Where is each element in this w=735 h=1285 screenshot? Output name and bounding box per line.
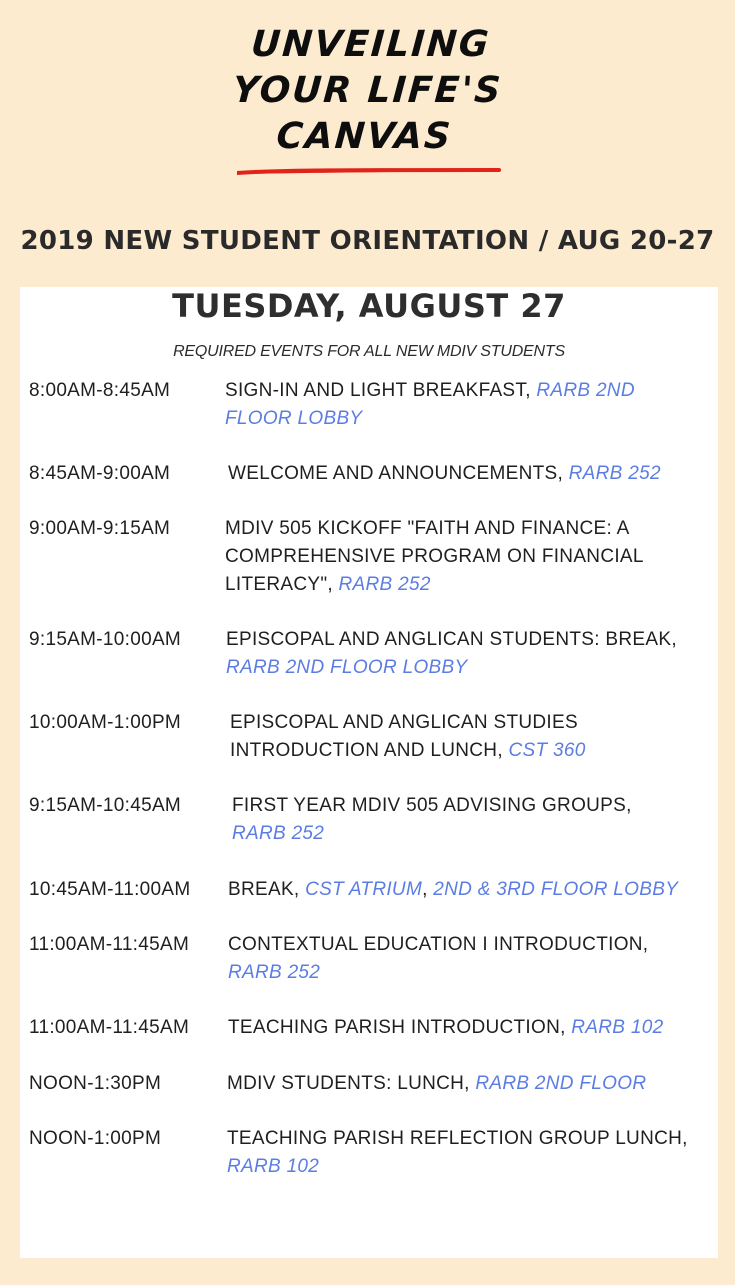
event-title: EPISCOPAL AND ANGLICAN STUDENTS: BREAK, (226, 629, 677, 650)
event-time: 10:45AM-11:00AM (29, 879, 191, 900)
event-title: TEACHING PARISH REFLECTION GROUP LUNCH, (227, 1128, 688, 1149)
event-title: FIRST YEAR MDIV 505 ADVISING GROUPS, (232, 795, 632, 816)
event-time: 8:45AM-9:00AM (29, 463, 171, 484)
event-time: NOON-1:30PM (29, 1073, 162, 1094)
event-title: CONTEXTUAL EDUCATION I INTRODUCTION, (228, 934, 649, 955)
event-description (230, 709, 630, 765)
event-title: TEACHING PARISH INTRODUCTION, (228, 1017, 572, 1038)
event-time: NOON-1:00PM (29, 1128, 162, 1149)
event-title: SIGN-IN AND LIGHT BREAKFAST, (225, 380, 537, 401)
event-description (228, 876, 708, 904)
event-time: 8:00AM-8:45AM (29, 380, 171, 401)
title-block (0, 0, 735, 210)
schedule-panel (20, 287, 718, 1258)
event-description (226, 626, 696, 682)
event-location: RARB 2ND FLOOR LOBBY (225, 380, 635, 429)
day-heading: TUESDAY, AUGUST 27 (172, 287, 566, 325)
event-title: WELCOME AND ANNOUNCEMENTS, (228, 463, 569, 484)
event-time: 11:00AM-11:45AM (29, 1017, 190, 1038)
event-location: RARB 252 (232, 823, 325, 844)
event-location: RARB 252 (568, 463, 661, 484)
event-description (227, 1070, 697, 1098)
title-line: UNVEILING (249, 24, 492, 65)
event-description (227, 1125, 697, 1181)
required-note: REQUIRED EVENTS FOR ALL NEW MDIV STUDENTS (173, 343, 565, 360)
brush-underline (237, 166, 503, 175)
event-time: 9:15AM-10:45AM (29, 795, 182, 816)
orientation-subtitle: 2019 NEW STUDENT ORIENTATION / AUG 20-27 (20, 226, 715, 256)
event-description (225, 377, 695, 433)
event-title: EPISCOPAL AND ANGLICAN STUDIES INTRODUCTION AND LUNCH, (230, 712, 578, 761)
event-description (232, 792, 662, 848)
event-title: MDIV 505 KICKOFF "FAITH AND FINANCE: A COMPREHENSIVE PROGRAM ON FINANCIAL LITERACY", (225, 518, 644, 595)
event-time: 9:15AM-10:00AM (29, 629, 182, 650)
event-separator: , (422, 879, 434, 900)
event-location: 2ND & 3RD FLOOR LOBBY (433, 879, 679, 900)
event-location: CST ATRIUM (305, 879, 423, 900)
event-location: CST 360 (508, 740, 586, 761)
event-description (228, 460, 698, 488)
event-time: 9:00AM-9:15AM (29, 518, 171, 539)
event-location: RARB 252 (228, 962, 321, 983)
event-description (228, 1014, 698, 1042)
poster-title (0, 22, 735, 160)
event-location: RARB 102 (227, 1156, 320, 1177)
event-location: RARB 252 (338, 574, 431, 595)
event-location: RARB 2ND FLOOR LOBBY (226, 657, 468, 678)
title-line: YOUR LIFE'S (231, 70, 504, 111)
event-description (225, 515, 695, 599)
event-title: BREAK, (228, 879, 306, 900)
event-time: 10:00AM-1:00PM (29, 712, 182, 733)
event-location: RARB 2ND FLOOR (475, 1073, 647, 1094)
event-location: RARB 102 (571, 1017, 664, 1038)
event-title: MDIV STUDENTS: LUNCH, (227, 1073, 476, 1094)
title-line: CANVAS (275, 116, 454, 157)
event-time: 11:00AM-11:45AM (29, 934, 190, 955)
event-description (228, 931, 698, 987)
